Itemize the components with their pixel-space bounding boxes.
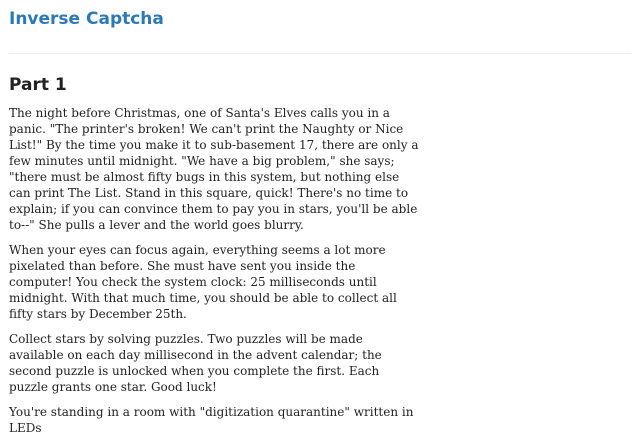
story-paragraph-1: The night before Christmas, one of Santa's Elves calls you in a panic. "The printer's broken! We can't print the Naughty or Nice List!" By the time you make it to sub-basement 17, there are only a few minutes until midnight. "We have a big problem," she says; "there must be almost fifty bugs in this system, but nothing else can print The List. Stand in this square, quick! There's no time to explain; if you can convince them to pay you in stars, you'll be able to--" She pulls a lever and the world goes blurry. — [9, 106, 419, 232]
story-paragraph-3: Collect stars by solving puzzles. Two puzzles will be made available on each day millisecond in the advent calendar; the second puzzle is unlocked when you complete the first. Each puzzle grants one star. Good luck! — [9, 332, 382, 394]
story-paragraph-4: You're standing in a room with "digitization quarantine" written in LEDs — [9, 405, 414, 435]
part-heading: Part 1 — [9, 75, 67, 95]
article-body — [9, 105, 421, 445]
story-paragraph-2: When your eyes can focus again, everything seems a lot more pixelated than before. She must have sent you inside the computer! You check the system clock: 25 milliseconds until midnight. With that much time, you should be able to collect all fifty stars by December 25th. — [9, 243, 397, 321]
site-title[interactable]: Inverse Captcha — [9, 9, 164, 29]
header-divider — [9, 53, 631, 54]
